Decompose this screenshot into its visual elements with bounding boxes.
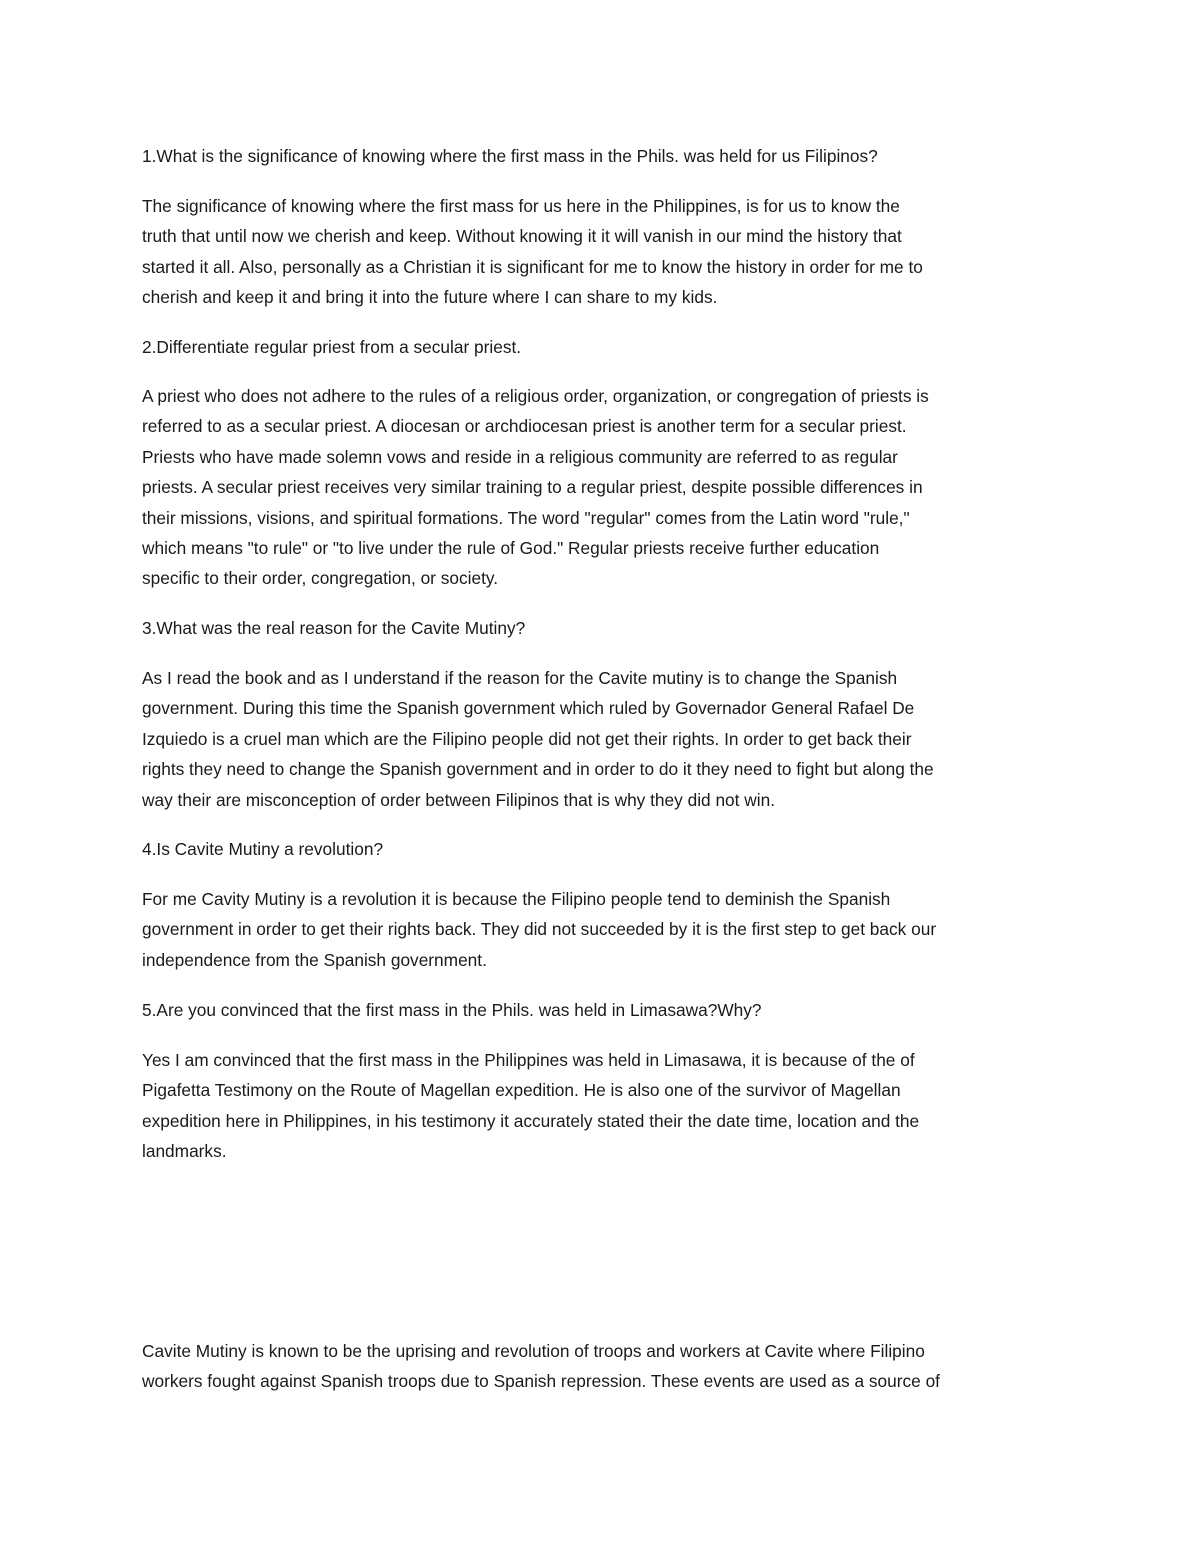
question-3-text: 3.What was the real reason for the Cavite Mutiny? xyxy=(142,618,526,638)
closing-line-1: Cavite Mutiny is known to be the uprising and revolution of troops and workers at Cavite where Filipino xyxy=(142,1341,925,1361)
answer-2-line-3: Priests who have made solemn vows and reside in a religious community are referred to as regular xyxy=(142,446,898,467)
question-3 xyxy=(142,613,1062,643)
answer-5-line-2: Pigafetta Testimony on the Route of Magellan expedition. He is also one of the survivor of Magellan xyxy=(142,1080,901,1101)
answer-2-line-7: specific to their order, congregation, or society. xyxy=(142,568,499,589)
question-2 xyxy=(142,332,1062,362)
question-5-text: 5.Are you convinced that the first mass in the Phils. was held in Limasawa?Why? xyxy=(142,1000,762,1020)
answer-5-line-1: Yes I am convinced that the first mass in the Philippines was held in Limasawa, it is because of the of xyxy=(142,1050,915,1070)
question-1-text: 1.What is the significance of knowing where the first mass in the Phils. was held for us Filipinos? xyxy=(142,146,878,166)
answer-3-line-4: rights they need to change the Spanish government and in order to do it they need to fight but along the xyxy=(142,759,934,780)
closing-paragraph xyxy=(142,1336,1062,1397)
answer-2-line-1: A priest who does not adhere to the rules of a religious order, organization, or congregation of priests is xyxy=(142,386,929,406)
answer-1-line-4: cherish and keep it and bring it into the future where I can share to my kids. xyxy=(142,287,718,308)
question-4 xyxy=(142,834,1062,864)
question-1 xyxy=(142,141,1062,171)
answer-1 xyxy=(142,191,1062,313)
answer-3-line-1: As I read the book and as I understand if the reason for the Cavite mutiny is to change the Spanish xyxy=(142,668,898,688)
answer-4-line-3: independence from the Spanish government. xyxy=(142,949,487,970)
answer-2-line-5: their missions, visions, and spiritual formations. The word "regular" comes from the Latin word "rule," xyxy=(142,507,910,528)
question-2-text: 2.Differentiate regular priest from a secular priest. xyxy=(142,337,522,357)
answer-3 xyxy=(142,663,1062,815)
answer-2-line-2: referred to as a secular priest. A diocesan or archdiocesan priest is another term for a secular priest. xyxy=(142,416,907,437)
answer-5 xyxy=(142,1045,1062,1167)
answer-5-line-4: landmarks. xyxy=(142,1141,227,1162)
answer-2 xyxy=(142,381,1062,594)
answer-5-line-3: expedition here in Philippines, in his testimony it accurately stated their the date time, location and the xyxy=(142,1110,920,1131)
answer-1-line-2: truth that until now we cherish and keep. Without knowing it it will vanish in our mind the history that xyxy=(142,226,902,247)
answer-4-line-2: government in order to get their rights back. They did not succeeded by it is the first step to get back our xyxy=(142,919,937,940)
question-4-text: 4.Is Cavite Mutiny a revolution? xyxy=(142,839,384,859)
closing-line-2: workers fought against Spanish troops due to Spanish repression. These events are used as a source of xyxy=(142,1371,940,1392)
answer-4 xyxy=(142,884,1062,975)
question-5 xyxy=(142,995,1062,1025)
answer-2-line-6: which means "to rule" or "to live under the rule of God." Regular priests receive further education xyxy=(142,538,880,559)
answer-4-line-1: For me Cavity Mutiny is a revolution it is because the Filipino people tend to deminish the Spanish xyxy=(142,889,891,909)
answer-3-line-5: way their are misconception of order between Filipinos that is why they did not win. xyxy=(142,789,776,810)
answer-1-line-1: The significance of knowing where the first mass for us here in the Philippines, is for us to know the xyxy=(142,196,900,216)
answer-3-line-3: Izquiedo is a cruel man which are the Filipino people did not get their rights. In order to get back their xyxy=(142,728,912,749)
answer-2-line-4: priests. A secular priest receives very similar training to a regular priest, despite possible differences in xyxy=(142,477,923,498)
answer-1-line-3: started it all. Also, personally as a Christian it is significant for me to know the history in order for me to xyxy=(142,256,923,277)
answer-3-line-2: government. During this time the Spanish government which ruled by Governador General Rafael De xyxy=(142,698,915,719)
